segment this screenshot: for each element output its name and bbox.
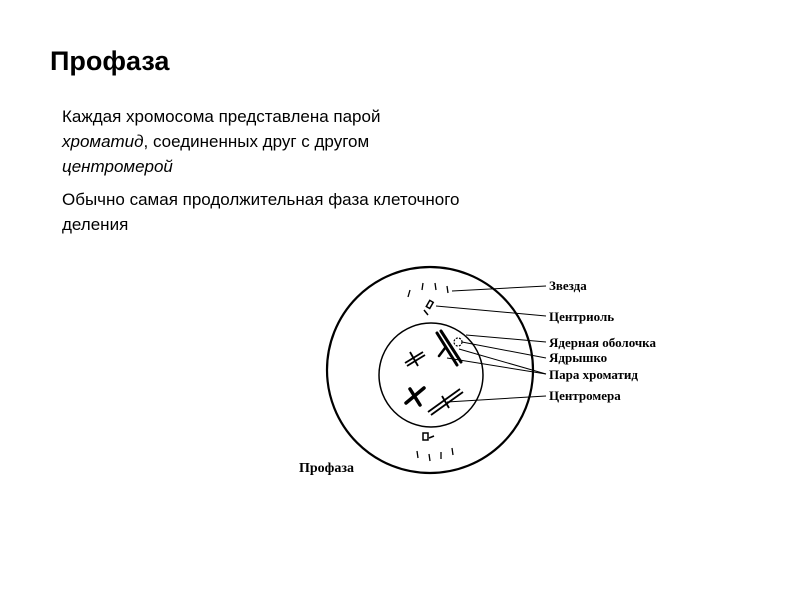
label-aster: Звезда	[549, 278, 587, 293]
label-nuclear-envelope: Ядерная оболочка	[549, 335, 656, 350]
p1-lead: Каждая хромосома представлена парой	[62, 107, 381, 126]
nucleolus	[454, 338, 462, 346]
nucleus	[379, 323, 483, 427]
label-chromatid-pair: Пара хроматид	[549, 367, 638, 382]
centriole-top	[424, 300, 433, 315]
term-chromatid: хроматид	[62, 132, 144, 151]
label-centromere: Центромера	[549, 388, 621, 403]
description-paragraph-2: Обычно самая продолжительная фаза клеточного деления	[62, 190, 460, 234]
aster-bottom	[417, 448, 453, 461]
chromosome-bottom-left-dark	[406, 388, 424, 405]
diagram-caption: Профаза	[299, 461, 354, 476]
term-centromere: центромерой	[62, 157, 173, 176]
slide-title: Профаза	[50, 46, 170, 76]
cell-membrane	[327, 267, 533, 473]
label-centriole: Центриоль	[549, 309, 615, 324]
p1-mid: , соединенных друг с другом	[143, 132, 370, 151]
chromosome-bottom-right	[428, 389, 463, 415]
chromosome-top-left	[405, 352, 425, 366]
label-nucleolus: Ядрышко	[549, 350, 608, 365]
centriole-bottom	[423, 433, 434, 440]
aster-top	[408, 283, 448, 297]
